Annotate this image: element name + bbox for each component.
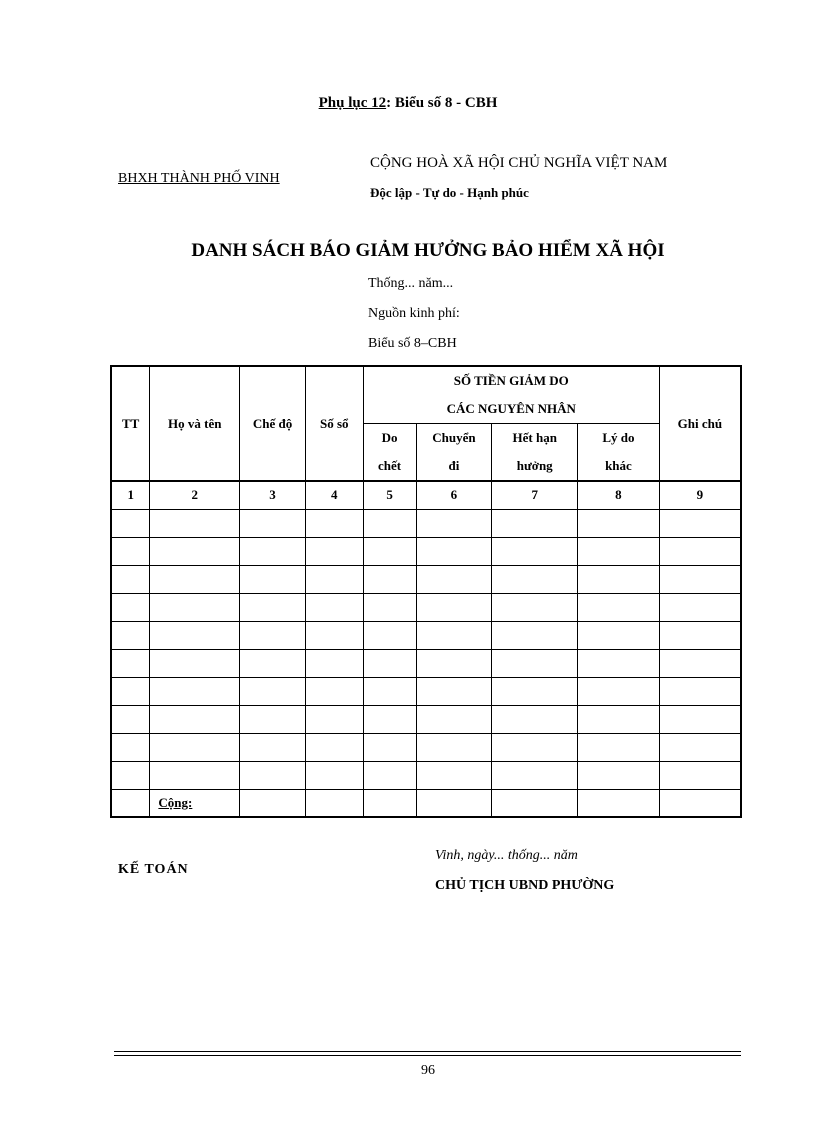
header-transfer-line1: Chuyển xyxy=(432,430,476,445)
header-note: Ghi chú xyxy=(659,366,741,481)
column-number: 5 xyxy=(363,481,416,509)
table-row xyxy=(111,565,741,593)
table-row xyxy=(111,733,741,761)
column-number: 3 xyxy=(240,481,306,509)
table-row xyxy=(111,537,741,565)
column-number: 7 xyxy=(492,481,578,509)
header-death-line2: chết xyxy=(378,458,402,473)
appendix-heading xyxy=(0,95,816,112)
chairman-signature-label: CHỦ TỊCH UBND PHƯỜNG xyxy=(435,878,615,893)
table-row xyxy=(111,761,741,789)
header-other-line2: khác xyxy=(605,458,632,473)
reduction-list-table xyxy=(110,365,742,818)
header-full-name: Họ và tên xyxy=(150,366,240,481)
table-row xyxy=(111,705,741,733)
footer-rule xyxy=(114,1055,741,1056)
header-book-number: Số sổ xyxy=(305,366,363,481)
date-line: Vinh, ngày... thống... năm xyxy=(435,848,578,863)
period-line: Thống... năm... xyxy=(368,276,454,291)
table-row xyxy=(111,593,741,621)
form-code-line: Biểu số 8–CBH xyxy=(368,336,457,351)
header-tt: TT xyxy=(111,366,150,481)
column-number: 4 xyxy=(305,481,363,509)
page-number: 96 xyxy=(421,1063,435,1078)
appendix-label: Phụ lục 12 xyxy=(318,95,387,111)
column-number: 9 xyxy=(659,481,741,509)
table-row xyxy=(111,621,741,649)
header-death-line1: Do xyxy=(381,430,398,445)
header-other-reason xyxy=(578,424,660,482)
document-title: DANH SÁCH BÁO GIẢM HƯỞNG BẢO HIỂM XÃ HỘI xyxy=(191,240,665,261)
funding-source-line: Nguồn kinh phí: xyxy=(368,306,460,321)
national-motto: Độc lập - Tự do - Hạnh phúc xyxy=(370,185,529,200)
column-number: 2 xyxy=(150,481,240,509)
header-death xyxy=(363,424,416,482)
accountant-signature-label: KẾ TOÁN xyxy=(118,862,189,877)
table-row xyxy=(111,677,741,705)
table-row xyxy=(111,649,741,677)
header-reduction-group xyxy=(363,366,659,424)
header-reduction-line1: SỐ TIỀN GIẢM DO xyxy=(453,373,569,388)
header-transfer xyxy=(416,424,492,482)
table-row xyxy=(111,509,741,537)
header-reduction-line2: CÁC NGUYÊN NHÂN xyxy=(446,401,576,416)
header-expired-line2: hưởng xyxy=(516,458,553,473)
header-expired xyxy=(492,424,578,482)
appendix-form-code: : Biểu số 8 - CBH xyxy=(386,95,498,111)
header-expired-line1: Hết hạn xyxy=(512,430,557,445)
header-other-line1: Lý do xyxy=(602,430,635,445)
total-row xyxy=(111,789,741,817)
total-label: Cộng: xyxy=(150,789,240,817)
footer-rule xyxy=(114,1051,741,1052)
header-regime: Chế độ xyxy=(240,366,306,481)
column-number: 8 xyxy=(578,481,660,509)
organization-name: BHXH THÀNH PHỐ VINH xyxy=(118,171,280,186)
column-number: 6 xyxy=(416,481,492,509)
column-number: 1 xyxy=(111,481,150,509)
nation-name: CỘNG HOÀ XÃ HỘI CHỦ NGHĨA VIỆT NAM xyxy=(370,155,668,171)
header-transfer-line2: đi xyxy=(448,458,460,473)
